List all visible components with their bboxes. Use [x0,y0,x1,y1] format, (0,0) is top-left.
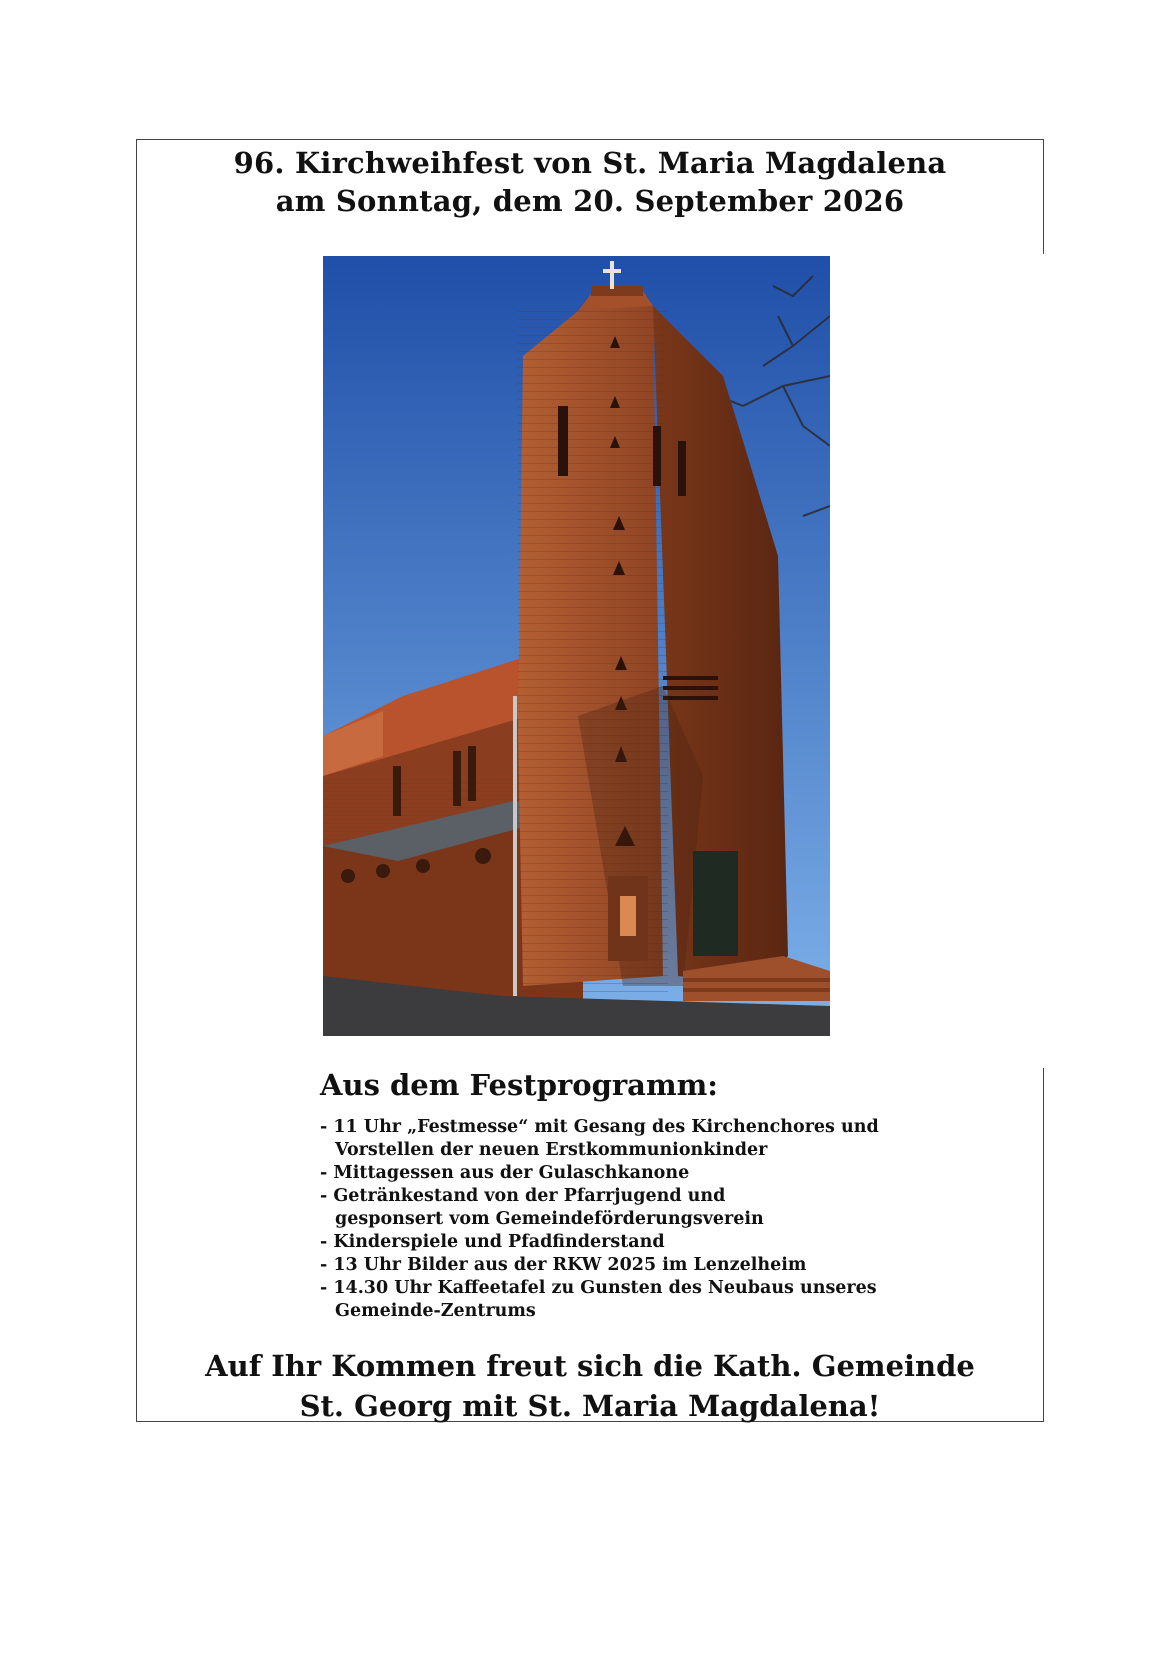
closing-line-1: Auf Ihr Kommen freut sich die Kath. Gemeinde [205,1349,975,1383]
list-item: - 13 Uhr Bilder aus der RKW 2025 im Lenzelheim [320,1255,807,1275]
list-item: Gemeinde-Zentrums [335,1301,536,1321]
list-item: - Getränkestand von der Pfarrjugend und [320,1186,726,1206]
program-list [320,1116,879,1323]
list-item: - Mittagessen aus der Gulaschkanone [320,1163,690,1183]
event-title: 96. Kirchweihfest von St. Maria Magdalena [233,146,947,180]
list-item: - 11 Uhr „Festmesse“ mit Gesang des Kirchenchores und [320,1117,879,1137]
frame-gap [1040,254,1048,1068]
list-item: - 14.30 Uhr Kaffeetafel zu Gunsten des Neubaus unseres [320,1278,877,1298]
church-tower-icon [323,256,830,1036]
program-heading: Aus dem Festprogramm: [320,1068,719,1102]
event-date: am Sonntag, dem 20. September 2026 [275,184,905,218]
church-photo [323,256,830,1036]
list-item: gesponsert vom Gemeindeförderungsverein [335,1209,764,1229]
list-item: Vorstellen der neuen Erstkommunionkinder [335,1140,768,1160]
list-item: - Kinderspiele und Pfadfinderstand [320,1232,665,1252]
closing-line-2: St. Georg mit St. Maria Magdalena! [299,1389,881,1423]
